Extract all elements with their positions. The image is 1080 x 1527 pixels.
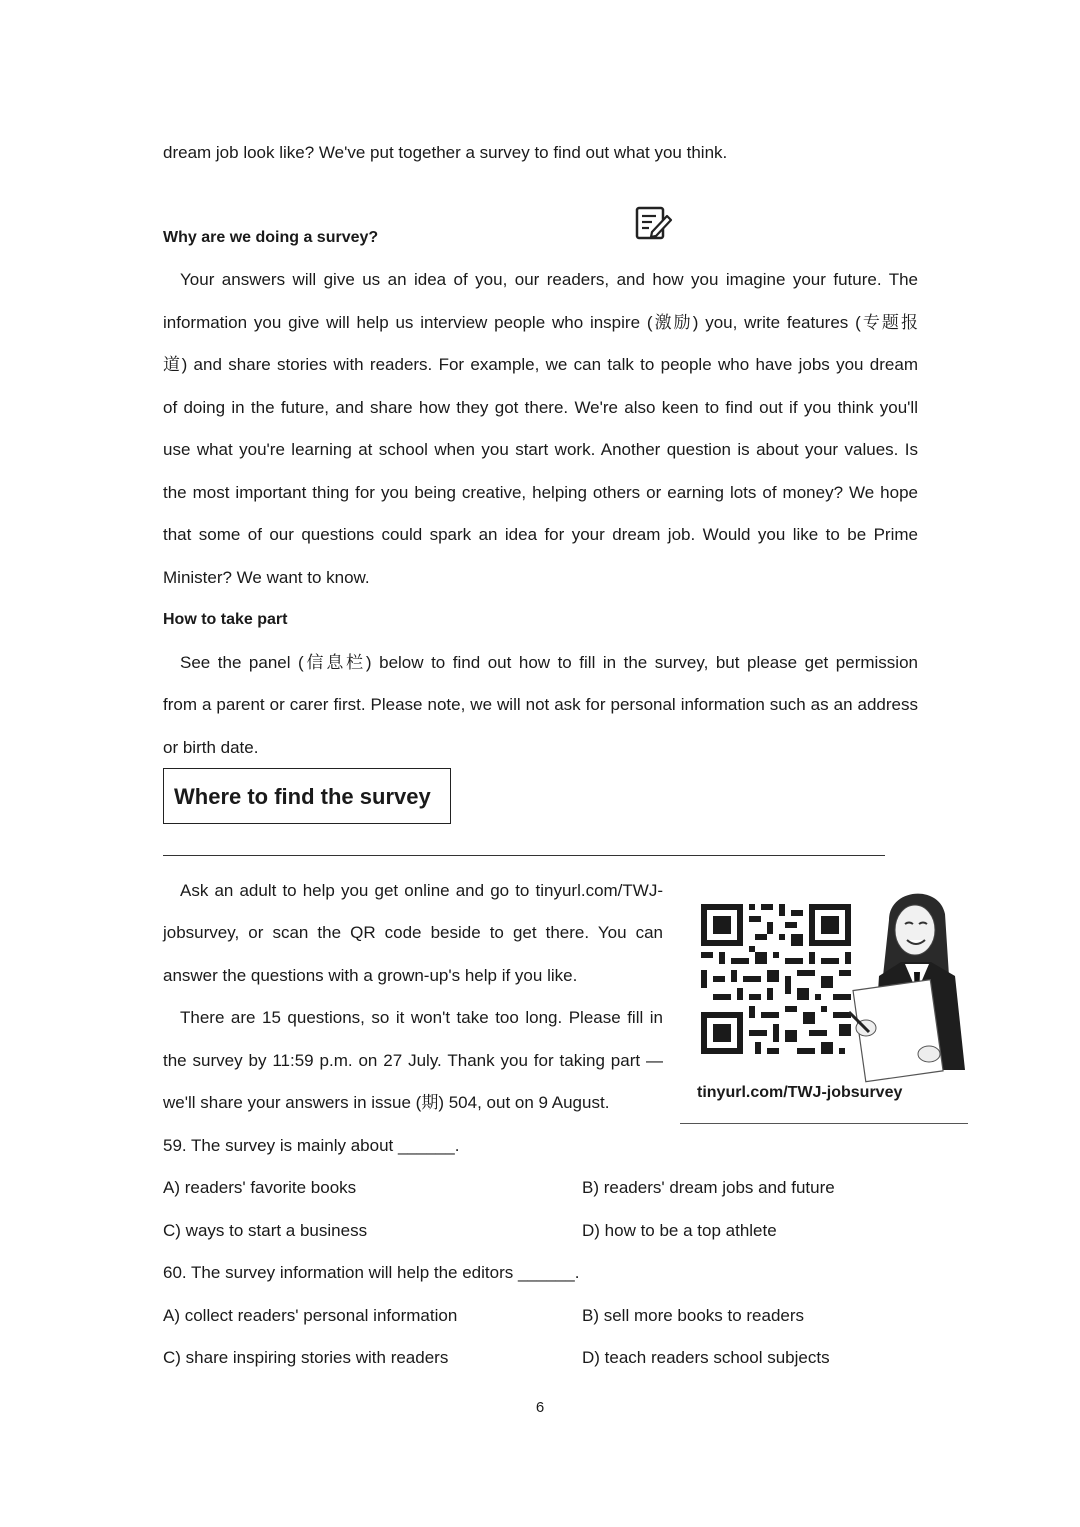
qr-url-caption: tinyurl.com/TWJ-jobsurvey [697, 1084, 903, 1101]
section1-line: Minister? We want to know. [163, 568, 370, 587]
question-59-option-a: A) readers' favorite books [163, 1178, 357, 1197]
divider [163, 855, 885, 856]
panel-title-box: Where to find the survey [163, 768, 451, 824]
section1-line: of doing in the future, and share how they got there. We're also keen to find out if you think you'll [163, 398, 918, 417]
section1-line: use what you're learning at school when you start work. Another question is about your values. Is [163, 440, 918, 459]
section1-line: the most important thing for you being creative, helping others or earning lots of money? We hope [163, 483, 918, 502]
page-number: 6 [535, 1399, 545, 1416]
panel-line: There are 15 questions, so it won't take too long. Please fill in [163, 1008, 663, 1027]
section2-line: See the panel (信息栏) below to find out how to fill in the survey, but please get permission [163, 653, 918, 672]
section1-line: information you give will help us interview people who inspire (激励) you, write features (专题报 [163, 313, 918, 332]
question-60-option-b: B) sell more books to readers [582, 1306, 805, 1325]
question-60-option-a: A) collect readers' personal information [163, 1306, 458, 1325]
panel-line: Ask an adult to help you get online and go to tinyurl.com/TWJ- [163, 881, 663, 900]
qr-code [701, 904, 851, 1054]
question-60: 60. The survey information will help the editors ______. [163, 1263, 580, 1282]
intro-line: dream job look like? We've put together a survey to find out what you think. [163, 143, 728, 162]
panel-line: the survey by 11:59 p.m. on 27 July. Thank you for taking part — [163, 1051, 663, 1070]
section2-line: or birth date. [163, 738, 259, 757]
section1-line: 道) and share stories with readers. For example, we can talk to people who have jobs you dream [163, 355, 918, 374]
section2-line: from a parent or carer first. Please note, we will not ask for personal information such as an address [163, 695, 918, 714]
person-illustration [849, 894, 965, 1082]
section1-line: that some of our questions could spark an idea for your dream job. Would you like to be Prime [163, 525, 918, 544]
panel-line: we'll share your answers in issue (期) 504, out on 9 August. [163, 1093, 610, 1112]
section1-line: Your answers will give us an idea of you, our readers, and how you imagine your future. The [163, 270, 918, 289]
panel-line: answer the questions with a grown-up's help if you like. [163, 966, 578, 985]
heading-how-to-take-part: How to take part [163, 611, 288, 628]
caption-underline [680, 1123, 968, 1124]
heading-why: Why are we doing a survey? [163, 229, 379, 246]
notepad-icon [634, 205, 674, 241]
question-59-option-c: C) ways to start a business [163, 1221, 368, 1240]
question-59-option-b: B) readers' dream jobs and future [582, 1178, 835, 1197]
question-60-option-c: C) share inspiring stories with readers [163, 1348, 449, 1367]
question-59-option-d: D) how to be a top athlete [582, 1221, 777, 1240]
panel-line: jobsurvey, or scan the QR code beside to get there. You can [163, 923, 663, 942]
question-59: 59. The survey is mainly about ______. [163, 1136, 460, 1155]
question-60-option-d: D) teach readers school subjects [582, 1348, 830, 1367]
